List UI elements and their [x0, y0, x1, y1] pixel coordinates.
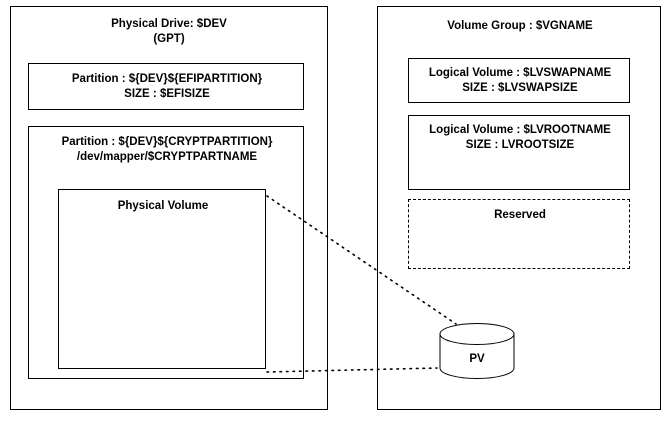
efi-partition-box [28, 63, 304, 110]
crypt-partition-label [33, 135, 301, 165]
logical-volume-swap-box [408, 58, 630, 103]
physical-drive-title-line1: Physical Drive: $DEV [111, 18, 227, 30]
logical-volume-root-box [408, 115, 630, 190]
logical-volume-swap-line1: Logical Volume : $LVSWAPNAME [428, 67, 612, 79]
physical-volume-label: Physical Volume [117, 200, 209, 212]
crypt-partition-line2: /dev/mapper/$CRYPTPARTNAME [76, 151, 258, 163]
efi-partition-line1: Partition : ${DEV}${EFIPARTITION} [71, 73, 263, 85]
physical-volume-box [58, 189, 266, 369]
physical-drive-title-line2: (GPT) [153, 33, 185, 45]
logical-volume-swap-label [413, 66, 627, 96]
pv-cylinder-shape [438, 322, 516, 380]
logical-volume-root-line2: SIZE : LVROOTSIZE [465, 139, 575, 151]
logical-volume-root-line1: Logical Volume : $LVROOTNAME [429, 124, 611, 136]
volume-group-title: Volume Group : $VGNAME [447, 20, 593, 32]
logical-volume-root-label [413, 123, 627, 153]
logical-volume-swap-line2: SIZE : $LVSWAPSIZE [462, 82, 578, 94]
efi-partition-line2: SIZE : $EFISIZE [124, 88, 210, 100]
reserved-label: Reserved [494, 209, 546, 221]
pv-cylinder-label: PV [469, 353, 485, 365]
efi-partition-label [33, 72, 301, 102]
crypt-partition-line1: Partition : ${DEV}${CRYPTPARTITION} [61, 136, 273, 148]
reserved-box [408, 199, 630, 269]
physical-drive-title [21, 17, 317, 47]
